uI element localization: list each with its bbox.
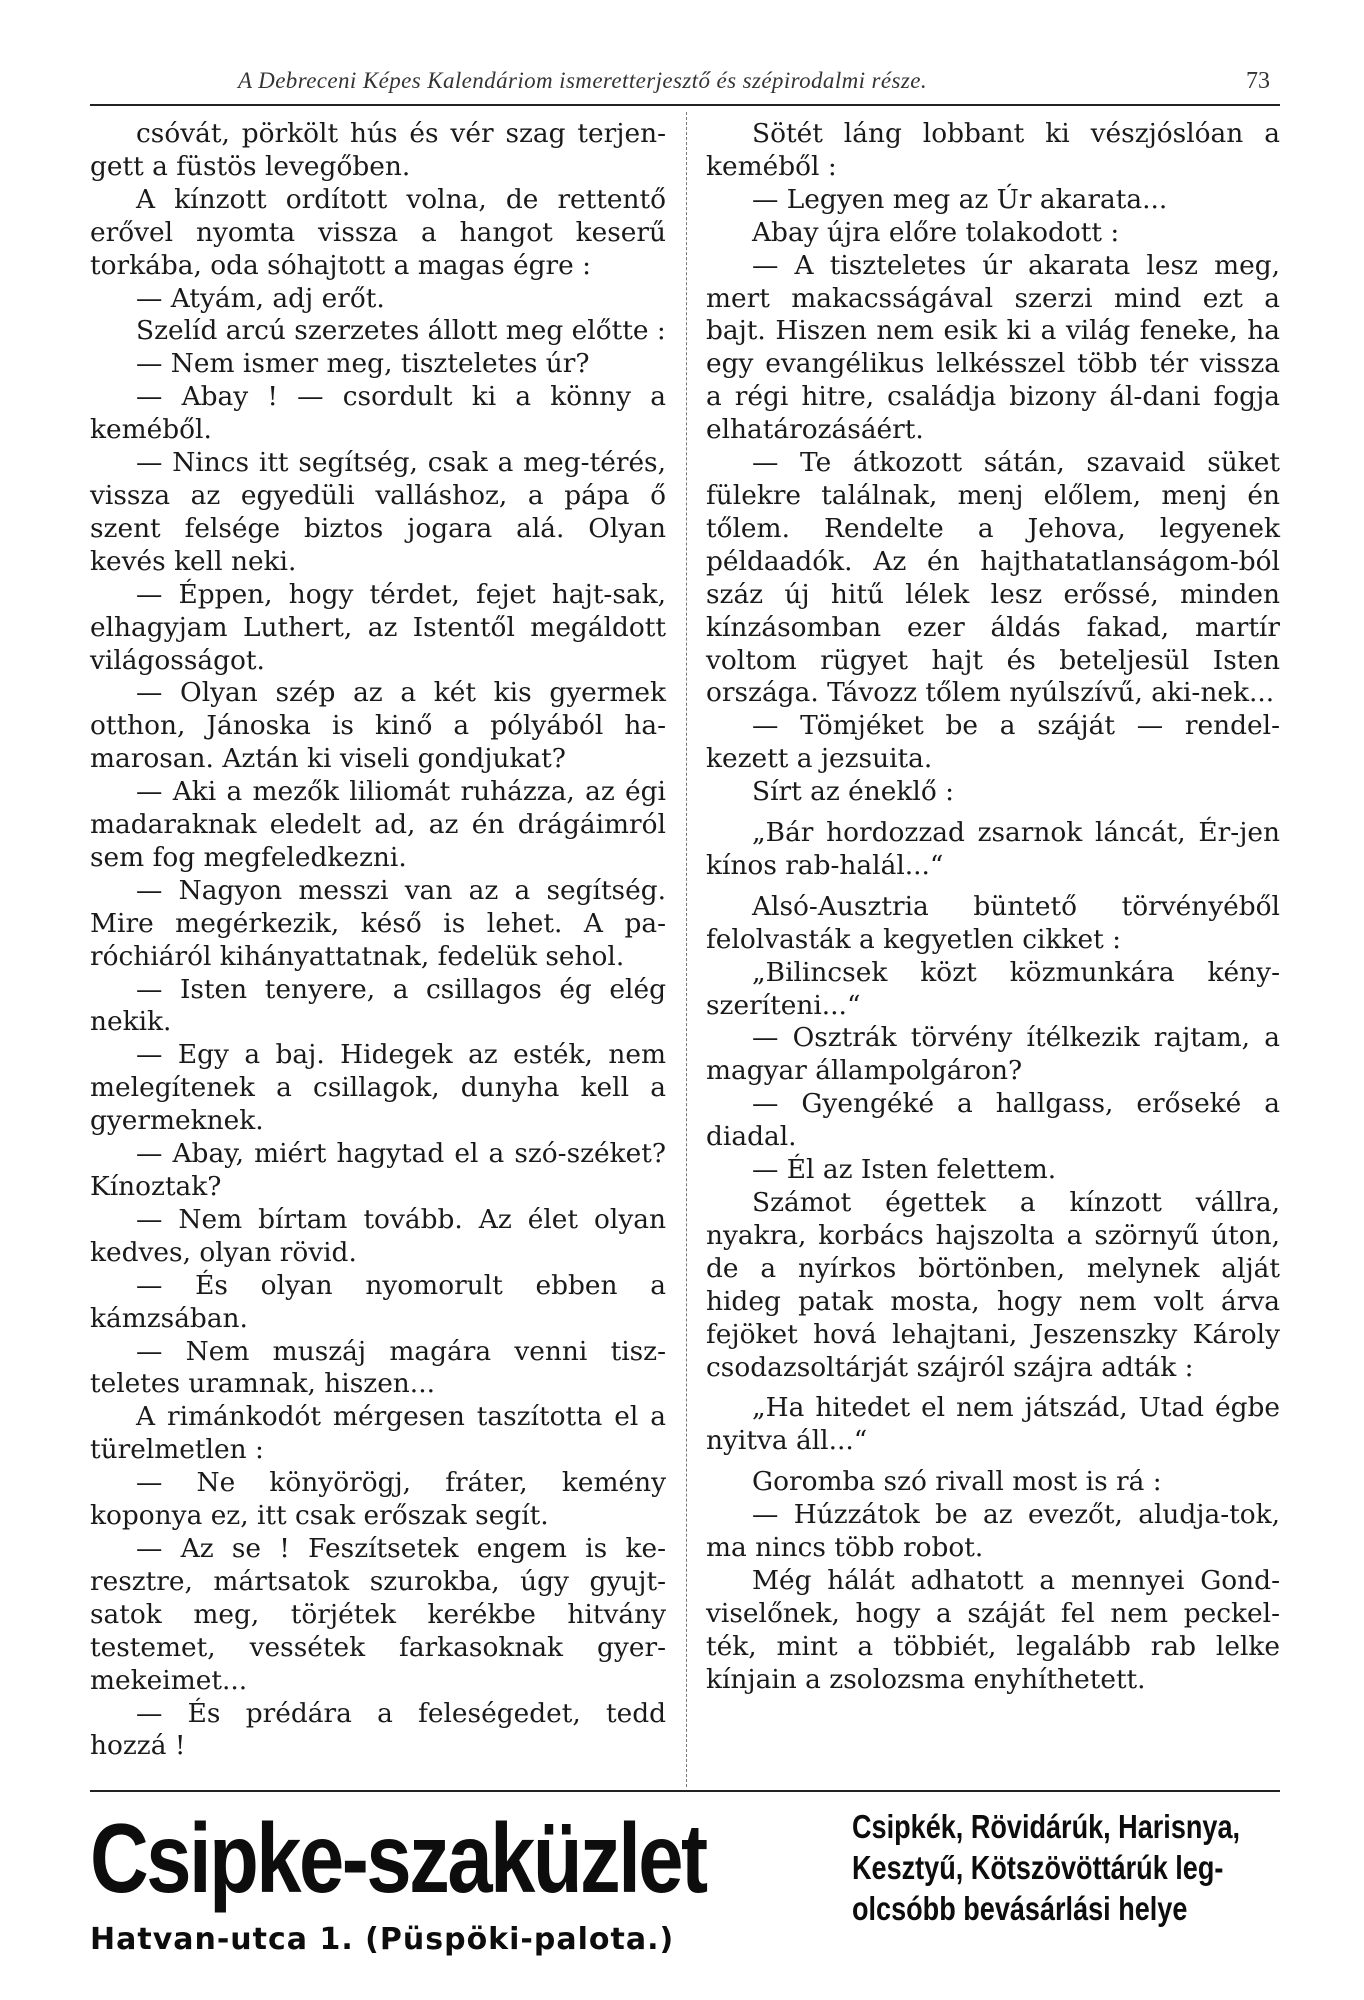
right-text-column <box>706 118 1280 1697</box>
paragraph: — Gyengéké a hallgass, erőseké a diadal. <box>706 1088 1280 1153</box>
paragraph: Még hálát adhatott a mennyei Gond-viselőnek, hogy a száját fel nem peckel-ték, mint a többiét, legalább rab lelke kínjain a zsolozsma enyhíthetett. <box>706 1564 1280 1695</box>
paragraph: Alsó-Ausztria büntető törvényéből felolvasták a kegyetlen cikket : <box>706 890 1280 955</box>
advertisement <box>90 1800 1280 1980</box>
paragraph: — Éppen, hogy térdet, fejet hajt-sak, elhagyjam Luthert, az Istentől megáldott világosságot. <box>90 578 666 676</box>
paragraph: — És prédára a feleségedet, tedd hozzá ! <box>90 1697 666 1762</box>
page-header <box>90 68 1280 106</box>
paragraph: — Nem ismer meg, tiszteletes úr? <box>136 348 590 380</box>
paragraph: Abay újra előre tolakodott : <box>752 216 1120 248</box>
paragraph: Szelíd arcú szerzetes állott meg előtte : <box>136 315 666 347</box>
page-number: 73 <box>1246 68 1270 94</box>
paragraph: — Abay ! — csordult ki a könny a keméből. <box>90 381 666 446</box>
paragraph: — Legyen meg az Úr akarata... <box>752 183 1168 215</box>
paragraph: Goromba szó rivall most is rá : <box>752 1466 1162 1498</box>
paragraph: Sötét láng lobbant ki vészjóslóan a keméből : <box>706 118 1280 182</box>
paragraph: — Tömjéket be a száját — rendel-kezett a jezsuita. <box>706 710 1280 775</box>
paragraph: — Aki a mezők liliomát ruházza, az égi madaraknak eledelt ad, az én drágáimról sem fog megfeledkezni. <box>90 776 666 873</box>
paragraph: — Isten tenyere, a csillagos ég elég nekik. <box>90 973 666 1038</box>
paragraph: — Nem muszáj magára venni tisz-teletes uramnak, hiszen... <box>90 1335 666 1400</box>
paragraph: — Atyám, adj erőt. <box>136 282 385 314</box>
products-line: Kesztyű, Kötszövöttárúk leg- <box>852 1849 1224 1886</box>
paragraph: — Ne könyörögj, fráter, kemény koponya ez, itt csak erőszak segít. <box>90 1467 666 1532</box>
shop-address: Hatvan-utca 1. (Püspöki-palota.) <box>90 1922 675 1957</box>
paragraph: csóvát, pörkölt hús és vér szag terjen-gett a füstös levegőben. <box>90 118 666 182</box>
paragraph: — Te átkozott sátán, szavaid süket fülekre találnak, menj előlem, menj én tőlem. Rendelte a Jehova, legyenek példaadók. Az én hajthatatlanságom-ból száz új hitű lélek lesz erőssé, minden kínzásomban ezer áldás fakad, martír voltom rügyet hajt és beteljesül Isten országa. Távozz tőlem nyúlszívű, aki-nek... <box>706 447 1280 709</box>
paragraph: — Nem bírtam tovább. Az élet olyan kedves, olyan rövid. <box>90 1203 666 1268</box>
products-line: Csipkék, Rövidárúk, Harisnya, <box>852 1808 1241 1845</box>
paragraph: „Bilincsek közt közmunkára kény-szeríteni...“ <box>706 956 1280 1021</box>
paragraph: — Egy a baj. Hidegek az esték, nem melegítenek a csillagok, dunyha kell a gyermeknek. <box>90 1039 666 1137</box>
paragraph: A kínzott ordított volna, de rettentő erővel nyomta vissza a hangot keserű torkába, oda sóhajtott a magas égre : <box>90 183 666 281</box>
paragraph: — Abay, miért hagytad el a szó-széket? Kínoztak? <box>90 1138 666 1202</box>
verse-quote: „Bár hordozzad zsarnok láncát, Ér-jen kínos rab-halál...“ <box>706 817 1280 881</box>
paragraph: — Olyan szép az a két kis gyermek otthon, Jánoska is kinő a pólyából ha-marosan. Aztán ki viseli gondjukat? <box>90 677 666 775</box>
paragraph: — A tiszteletes úr akarata lesz meg, mert makacsságával szerzi mind ezt a bajt. Hiszen nem esik ki a világ feneke, ha egy evangélikus lelkésszel több tér vissza a régi hitre, családja bizony ál-dani fogja elhatározásáért. <box>706 249 1280 446</box>
paragraph: — Húzzátok be az evezőt, aludja-tok, ma nincs több robot. <box>706 1499 1280 1564</box>
paragraph: — Osztrák törvény ítélkezik rajtam, a magyar állampolgáron? <box>706 1022 1280 1087</box>
paragraph: — Nincs itt segítség, csak a meg-térés, vissza az egyedüli valláshoz, a pápa ő szent felsége biztos jogara alá. Olyan kevés kell neki. <box>90 447 666 577</box>
advertisement-top-rule <box>90 1790 1280 1792</box>
paragraph: Számot égettek a kínzott vállra, nyakra, korbács hajszolta a szörnyű úton, de a nyírkos börtönben, melynek alját hideg patak mosta, hogy nem volt árva fejöket hová lehajtani, Jeszenszky Károly csodazsoltárját szájról szájra adták : <box>706 1187 1280 1383</box>
shop-products <box>852 1806 1241 1929</box>
paragraph: — És olyan nyomorult ebben a kámzsában. <box>90 1269 666 1334</box>
paragraph: — Nagyon messzi van az a segítség. Mire megérkezik, késő is lehet. A pa-róchiáról kihányattatnak, fedelük sehol. <box>90 874 666 972</box>
verse-quote: „Ha hitedet el nem játszád, Utad égbe nyitva áll...“ <box>706 1392 1280 1457</box>
shop-name: Csipke-szaküzlet <box>90 1803 706 1913</box>
paragraph: Sírt az éneklő : <box>752 776 954 808</box>
left-text-column <box>90 118 666 1763</box>
products-line: olcsóbb bevásárlási helye <box>852 1890 1188 1927</box>
paragraph: — Az se ! Feszítsetek engem is ke-resztre, mártsatok szurokba, úgy gyujt-satok meg, törjétek kerékbe hitvány testemet, vessétek farkasoknak gyer-mekeimet... <box>90 1532 666 1696</box>
paragraph: A rimánkodót mérgesen taszította el a türelmetlen : <box>90 1401 666 1466</box>
column-divider <box>686 112 687 1787</box>
running-title: A Debreceni Képes Kalendáriom ismeretterjesztő és szépirodalmi része. <box>238 68 927 93</box>
paragraph: — Él az Isten felettem. <box>752 1154 1057 1186</box>
